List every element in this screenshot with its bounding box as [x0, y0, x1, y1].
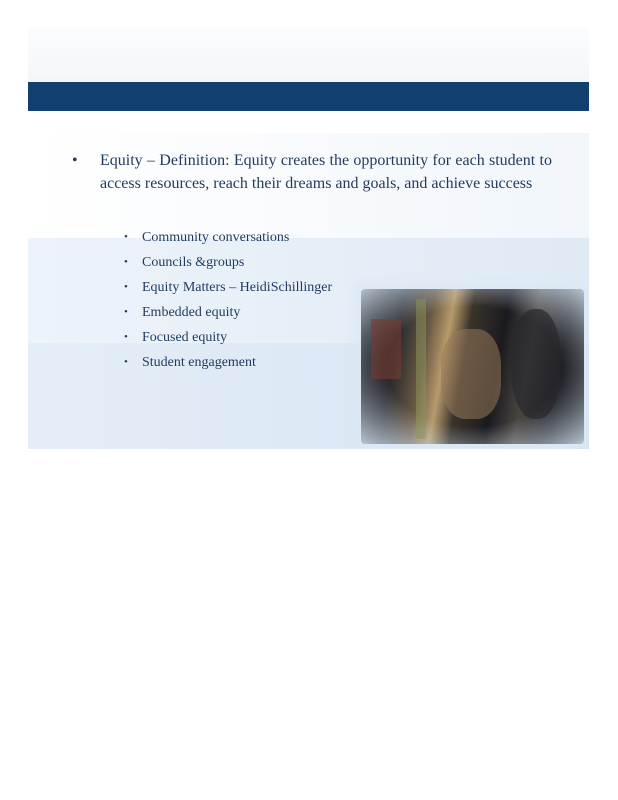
- list-item: [124, 225, 332, 250]
- bullet-marker: •: [124, 331, 128, 343]
- slide-content: [28, 111, 589, 449]
- photo-detail: [416, 299, 426, 439]
- list-item-label: Community conversations: [142, 230, 290, 245]
- bullet-marker: •: [124, 256, 128, 268]
- list-item: [124, 300, 332, 325]
- list-item-label: Equity Matters – HeidiSchillinger: [142, 280, 333, 295]
- sub-bullet-list: [124, 225, 332, 375]
- main-bullet-text: Equity – Definition: Equity creates the opportunity for each student to access resources, reach their dreams and goals, and achieve success: [100, 152, 552, 192]
- list-item: [124, 275, 332, 300]
- bullet-marker: •: [124, 306, 128, 318]
- list-item-label: Student engagement: [142, 355, 256, 370]
- list-item: [124, 325, 332, 350]
- photo-detail: [511, 309, 561, 419]
- photo-detail: [441, 329, 501, 419]
- list-item: [124, 250, 332, 275]
- classroom-photo: [361, 289, 584, 444]
- photo-detail: [371, 319, 401, 379]
- list-item-label: Embedded equity: [142, 305, 241, 320]
- bullet-marker: •: [124, 281, 128, 293]
- bullet-marker: •: [124, 356, 128, 368]
- list-item: [124, 350, 332, 375]
- main-bullet: [72, 149, 552, 195]
- slide-header-area: [28, 28, 589, 82]
- bullet-marker: •: [124, 231, 128, 243]
- list-item-label: Councils &groups: [142, 255, 245, 270]
- bullet-marker: •: [72, 152, 78, 169]
- title-bar: [28, 82, 589, 111]
- list-item-label: Focused equity: [142, 330, 228, 345]
